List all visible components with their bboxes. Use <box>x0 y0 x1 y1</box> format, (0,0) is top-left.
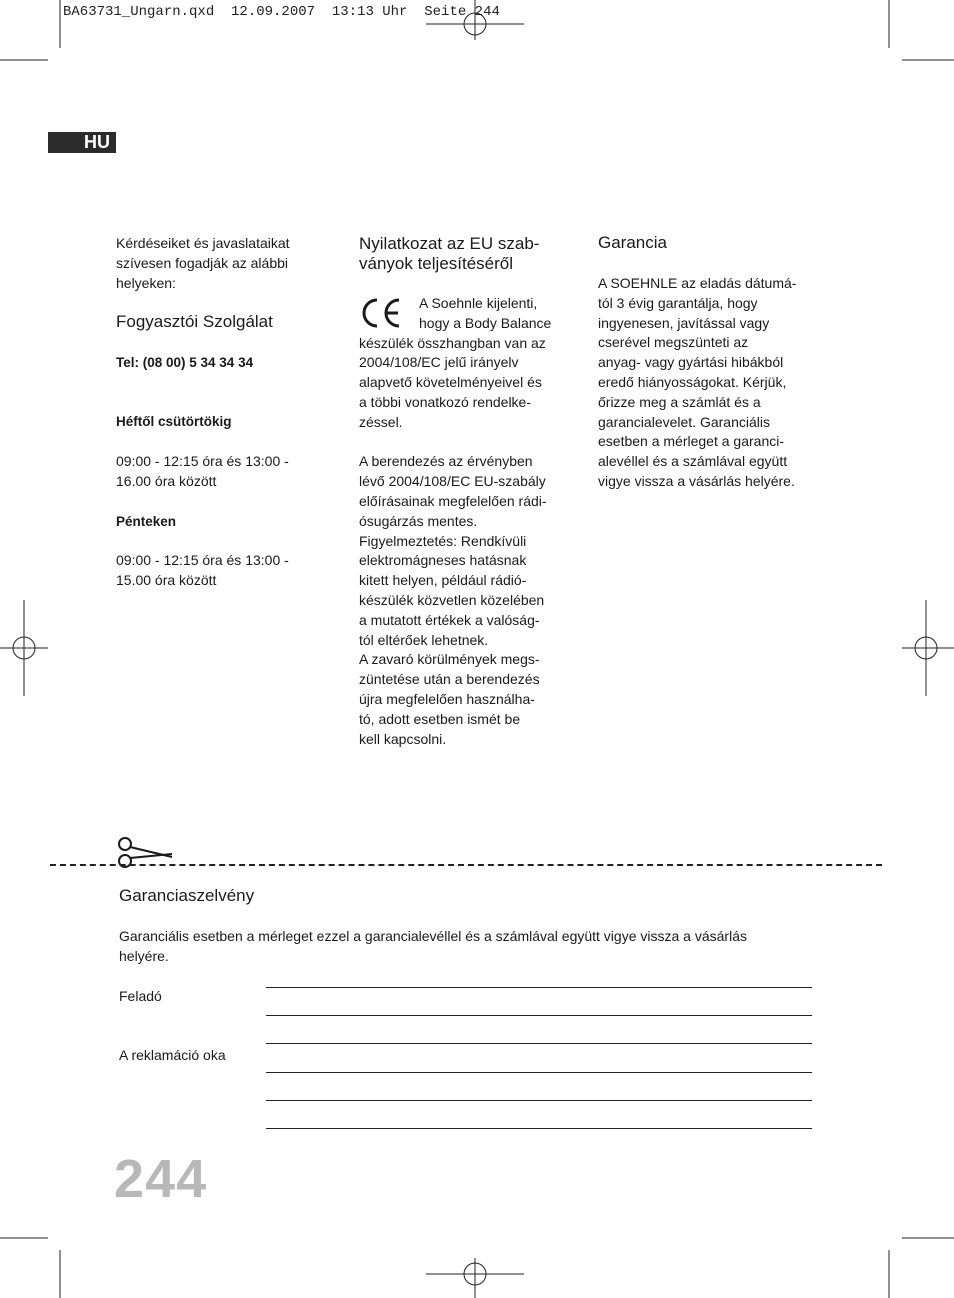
text-line: eredő hiányosságokat. Kérjük, <box>598 373 787 390</box>
text-line: készülék közvetlen közelében <box>359 591 545 608</box>
text-line: a mutatott értékek a valóság- <box>359 611 540 628</box>
text-line: A berendezés az érvényben <box>359 453 533 470</box>
text-line: Garanciális esetben a mérleget ezzel a garancialevéllel és a számlával együtt vigye vissza a vásárlás <box>119 928 747 944</box>
text-line: lévő 2004/108/EC EU-szabály <box>359 473 546 490</box>
complaint-reason-label: A reklamáció oka <box>119 1047 226 1063</box>
text-line: újra megfelelően használha- <box>359 690 535 707</box>
text-line: elektromágneses hatásnak <box>359 552 527 569</box>
intro-text: Kérdéseiket és javaslataikat <box>116 235 290 251</box>
text-line: hogy a Body Balance <box>419 314 552 331</box>
text-line: züntetése után a berendezés <box>359 671 540 688</box>
text-line: cserével megszünteti az <box>598 334 749 351</box>
text-line: 2004/108/EC jelű irányelv <box>359 354 519 371</box>
text-line: garancialevelet. Garanciális <box>598 413 770 430</box>
sender-field-line[interactable] <box>266 987 812 988</box>
language-tab: HU <box>48 132 116 153</box>
registration-mark-icon <box>902 600 954 696</box>
sender-label: Feladó <box>119 988 162 1004</box>
hours-text: 16.00 óra között <box>116 472 217 489</box>
reason-field-line[interactable] <box>266 1043 812 1044</box>
text-line: vigye vissza a vásárlás helyére. <box>598 472 795 489</box>
hours-text: 09:00 - 12:15 óra és 13:00 - <box>116 452 289 469</box>
heading-line: ványok teljesítéséről <box>359 254 514 273</box>
phone-number: Tel: (08 00) 5 34 34 34 <box>116 355 254 371</box>
reason-field-line[interactable] <box>266 1072 812 1073</box>
text-line: tól eltérőek lehetnek. <box>359 631 489 648</box>
text-line: ósugárzás mentes. <box>359 512 478 529</box>
text-line: tól 3 évig garantálja, hogy <box>598 294 758 311</box>
text-line: előírásainak megfelelően rádi- <box>359 492 547 509</box>
reason-field-line[interactable] <box>266 1100 812 1101</box>
text-line: kell kapcsolni. <box>359 730 447 747</box>
page-number: 244 <box>114 1149 208 1209</box>
cut-line <box>50 864 882 866</box>
text-line: A Soehnle kijelenti, <box>419 295 538 311</box>
text-line: Figyelmeztetés: Rendkívüli <box>359 532 527 549</box>
coupon-text <box>119 927 839 967</box>
text-line: helyére. <box>119 947 169 964</box>
text-line: anyag- vagy gyártási hibákból <box>598 354 784 371</box>
text-line: alapvető követelményeivel és <box>359 374 542 391</box>
hours-text: 15.00 óra között <box>116 572 217 589</box>
registration-mark-icon <box>0 600 48 696</box>
intro-text: helyeken: <box>116 274 176 291</box>
coupon-heading: Garanciaszelvény <box>119 886 255 905</box>
friday-label: Pénteken <box>116 513 177 529</box>
text-line: A zavaró körülmények megs- <box>359 651 540 668</box>
heading-line: Nyilatkozat az EU szab- <box>359 234 540 253</box>
text-line: ingyenesen, javítással vagy <box>598 314 770 331</box>
sender-field-line[interactable] <box>266 1015 812 1016</box>
eu-declaration-text <box>359 294 574 749</box>
text-line: a többi vonatkozó rendelke- <box>359 393 531 410</box>
text-line: készülék összhangban van az <box>359 334 546 351</box>
reason-field-line[interactable] <box>266 1128 812 1129</box>
warranty-text <box>598 274 828 492</box>
text-line: kitett helyen, például rádió- <box>359 572 527 589</box>
text-line: esetben a mérleget a garanci- <box>598 433 784 450</box>
eu-declaration-heading <box>359 234 574 274</box>
hours-text: 09:00 - 12:15 óra és 13:00 - <box>116 552 289 569</box>
section-heading: Fogyasztói Szolgálat <box>116 312 273 332</box>
intro-text: szívesen fogadják az alábbi <box>116 254 288 271</box>
warranty-heading: Garancia <box>598 233 667 252</box>
registration-mark-icon <box>426 1258 524 1298</box>
weekdays-label: Héftől csütörtökig <box>116 414 232 430</box>
text-line: tó, adott esetben ismét be <box>359 710 521 727</box>
text-line: alevéllel és a számlával együtt <box>598 453 788 470</box>
column-customer-service <box>116 234 331 591</box>
text-line: zéssel. <box>359 413 403 430</box>
print-slug: BA63731_Ungarn.qxd 12.09.2007 13:13 Uhr Seite 244 <box>63 4 500 20</box>
text-line <box>359 433 574 453</box>
text-line: őrizze meg a számlát és a <box>598 393 761 410</box>
text-line: A SOEHNLE az eladás dátumá- <box>598 275 797 291</box>
